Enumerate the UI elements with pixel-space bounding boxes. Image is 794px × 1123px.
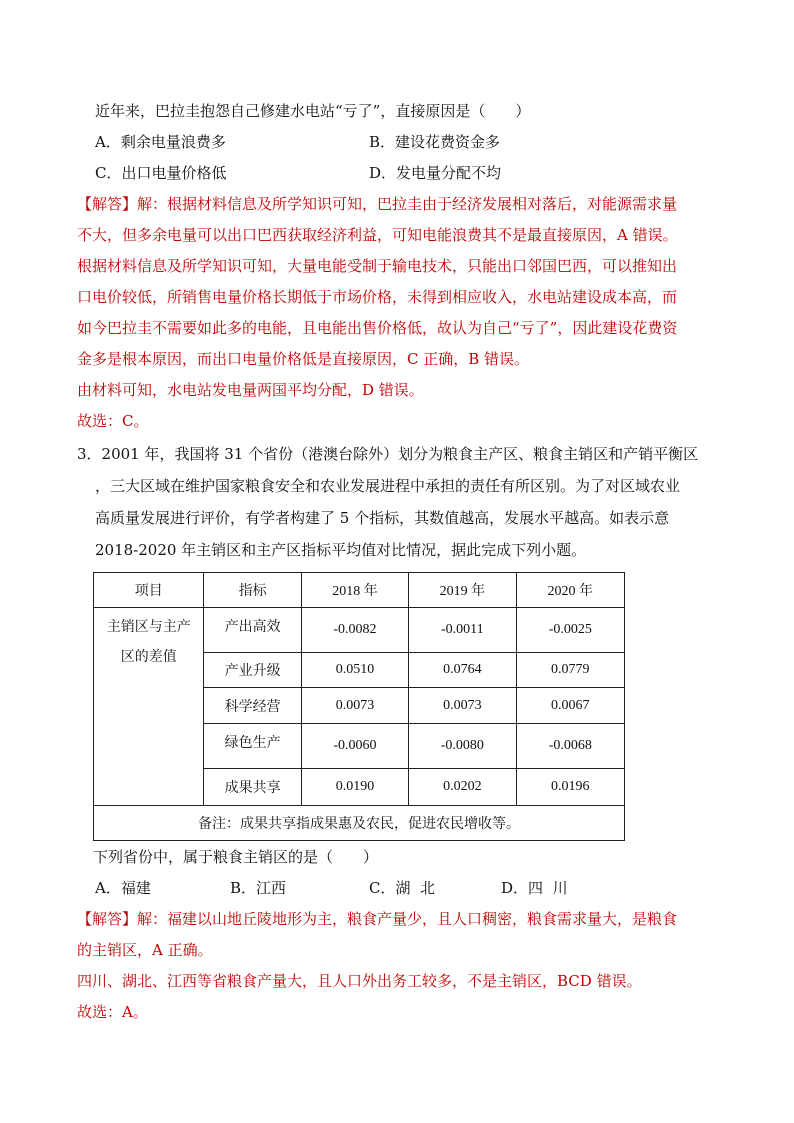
header-item: 项目 — [94, 573, 204, 608]
q2-answer-line-5: 如今巴拉圭不需要如此多的电能，且电能出售价格低，故认为自己“亏了”，因此建设花费资 — [77, 319, 678, 337]
q2-answer-line-8: 故选：C。 — [77, 412, 149, 430]
q3-option-b: B．江西 — [230, 879, 287, 897]
value-cell: 0.0190 — [301, 769, 408, 806]
value-cell: 0.0196 — [516, 769, 624, 806]
indicator-cell: 产业升级 — [204, 653, 301, 688]
item-label-line-2: 区的差值 — [120, 649, 177, 665]
q2-answer-tag: 【解答】 — [77, 195, 138, 213]
table-note: 备注：成果共享指成果惠及农民，促进农民增收等。 — [94, 806, 625, 841]
q3-answer-line-1 — [77, 909, 677, 929]
value-cell: 0.0073 — [409, 688, 516, 724]
value-cell: 0.0067 — [516, 688, 624, 724]
indicator-table — [93, 572, 625, 841]
item-label-line-1: 主销区与主产 — [106, 619, 191, 635]
q2-option-a: A．剩余电量浪费多 — [95, 133, 226, 151]
q3-intro-line-4: 2018-2020 年主销区和主产区指标平均值对比情况，据此完成下列小题。 — [95, 541, 587, 559]
table-row — [94, 608, 625, 653]
indicator-cell: 科学经营 — [204, 688, 301, 724]
table-header-row — [94, 573, 625, 608]
q3-intro-line-2: ，三大区域在维护国家粮食安全和农业发展进程中承担的责任有所区别。为了对区域农业 — [95, 477, 681, 495]
q3-question: 下列省份中，属于粮食主销区的是（ ） — [93, 848, 379, 866]
q2-option-b: B．建设花费资金多 — [369, 133, 501, 151]
indicator-cell: 绿色生产 — [204, 724, 301, 769]
q3-answer-line-3: 四川、湖北、江西等省粮食产量大，且人口外出务工较多，不是主销区，BCD 错误。 — [77, 972, 642, 990]
q3-answer-text-1: 解：福建以山地丘陵地形为主，粮食产量少，且人口稠密，粮食需求量大，是粮食 — [137, 910, 678, 928]
value-cell: 0.0779 — [516, 653, 624, 688]
q3-intro-line-1: 3．2001 年，我国将 31 个省份（港澳台除外）划分为粮食主产区、粮食主销区和产销平衡区 — [77, 445, 699, 463]
item-cell — [94, 608, 204, 806]
q2-answer-line-6: 金多是根本原因，而出口电量价格低是直接原因，C 正确，B 错误。 — [77, 350, 530, 368]
q2-answer-line-7: 由材料可知，水电站发电量两国平均分配，D 错误。 — [77, 381, 424, 399]
value-cell: -0.0060 — [301, 724, 408, 769]
value-cell: -0.0025 — [516, 608, 624, 653]
indicator-cell: 成果共享 — [204, 769, 301, 806]
header-2018: 2018 年 — [301, 573, 408, 608]
value-cell: -0.0080 — [409, 724, 516, 769]
value-cell: -0.0068 — [516, 724, 624, 769]
q2-answer-line-2: 不大，但多余电量可以出口巴西获取经济利益，可知电能浪费其不是最直接原因，A 错误。 — [77, 226, 678, 244]
table-note-row — [94, 806, 625, 841]
q3-answer-line-2: 的主销区，A 正确。 — [77, 941, 213, 959]
header-indicator: 指标 — [204, 573, 301, 608]
header-2020: 2020 年 — [516, 573, 624, 608]
value-cell: 0.0202 — [409, 769, 516, 806]
value-cell: 0.0073 — [301, 688, 408, 724]
q3-answer-tag: 【解答】 — [77, 910, 138, 928]
q3-answer-line-4: 故选：A。 — [77, 1003, 148, 1021]
value-cell: 0.0510 — [301, 653, 408, 688]
q3-option-d: D．四 川 — [501, 879, 568, 897]
q2-stem: 近年来，巴拉圭抱怨自己修建水电站“亏了”，直接原因是（ ） — [95, 102, 531, 120]
header-2019: 2019 年 — [409, 573, 516, 608]
q2-answer-line-4: 口电价较低，所销售电量价格长期低于市场价格，未得到相应收入，水电站建设成本高，而 — [77, 288, 678, 306]
q2-answer-line-3: 根据材料信息及所学知识可知，大量电能受制于输电技术，只能出口邻国巴西，可以推知出 — [77, 257, 678, 275]
value-cell: 0.0764 — [409, 653, 516, 688]
q3-option-c: C．湖 北 — [369, 879, 436, 897]
q3-intro-line-3: 高质量发展进行评价，有学者构建了 5 个指标，其数值越高，发展水平越高。如表示意 — [95, 509, 670, 527]
q3-option-a: A．福建 — [95, 879, 151, 897]
value-cell: -0.0082 — [301, 608, 408, 653]
q2-option-c: C．出口电量价格低 — [95, 164, 227, 182]
indicator-cell: 产出高效 — [204, 608, 301, 653]
q2-answer-text-1: 解：根据材料信息及所学知识可知，巴拉圭由于经济发展相对落后，对能源需求量 — [137, 195, 678, 213]
q2-answer-line-1 — [77, 194, 677, 214]
value-cell: -0.0011 — [409, 608, 516, 653]
q2-option-d: D．发电量分配不均 — [369, 164, 502, 182]
